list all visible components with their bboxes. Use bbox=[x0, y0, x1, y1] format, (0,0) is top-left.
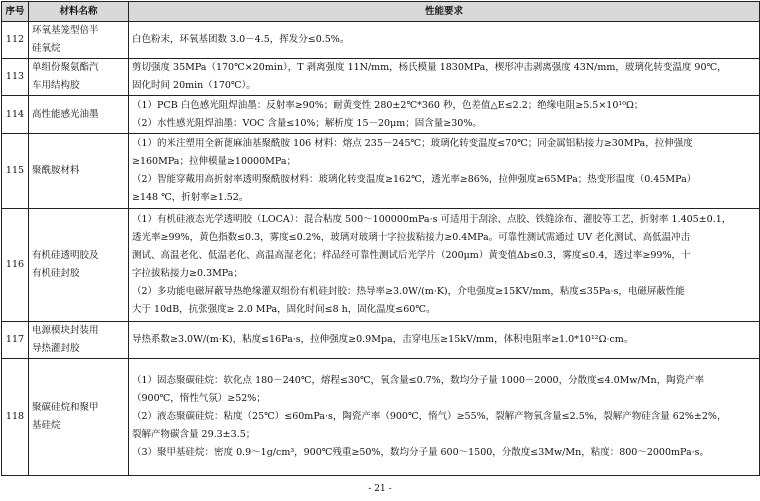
requirement-line: 固化时间 20min（170℃）。 bbox=[132, 80, 256, 91]
material-name bbox=[29, 209, 129, 322]
material-name-line: 有机硅封胶 bbox=[32, 268, 80, 279]
material-name-line: 聚碳硅烷和聚甲 bbox=[32, 402, 99, 413]
table-row bbox=[2, 209, 760, 322]
header-name: 材料名称 bbox=[29, 2, 129, 22]
row-number: 113 bbox=[2, 59, 29, 96]
material-name-line: 硅氧烷 bbox=[32, 43, 61, 54]
performance-requirements bbox=[129, 59, 760, 96]
row-number: 117 bbox=[2, 322, 29, 359]
material-name-line: 单组份聚氨酯汽 bbox=[32, 62, 99, 73]
material-name-line: 环氧基笼型倍半 bbox=[32, 25, 99, 36]
page-number: - 21 - bbox=[368, 484, 392, 494]
performance-requirements bbox=[129, 359, 760, 476]
requirement-line: （1）固态聚碳硅烷：软化点 180－240℃，熔程≤30℃，氧含量≤0.7%，数均分子量 1000－2000，分散度≤4.0Mw/Mn，陶瓷产率 bbox=[132, 375, 705, 386]
requirement-line: 透光率≥99%，黄色指数≤0.3，雾度≤0.2%，玻璃对玻璃十字拉拔粘接力≥0.4MPa。可靠性测试需通过 UV 老化测试、高低温冲击 bbox=[132, 232, 691, 243]
material-name-line: 导热灌封胶 bbox=[32, 343, 80, 354]
performance-requirements bbox=[129, 322, 760, 359]
requirement-line: （3）聚甲基硅烷：密度 0.9～1g/cm³，900℃残重≥50%，数均分子量 600～1500，分散度≤3Mw/Mn，粘度：800～2000mPa·s。 bbox=[132, 447, 710, 458]
performance-requirements bbox=[129, 22, 760, 59]
material-name bbox=[29, 134, 129, 209]
table-row bbox=[2, 59, 760, 96]
requirement-line: 剪切强度 35MPa（170℃×20min），T 剥离强度 11N/mm，杨氏模量 1830MPa，楔形冲击剥离强度 43N/mm，玻璃化转变温度 90℃， bbox=[132, 62, 727, 73]
requirement-line: （2）液态聚碳硅烷：粘度（25℃）≤60mPa·s，陶瓷产率（900℃，惰气）≥55%，裂解产物氧含量≤2.5%，裂解产物硅含量 62%±2%， bbox=[132, 411, 727, 422]
table-row bbox=[2, 359, 760, 476]
requirement-line: 裂解产物碳含量 29.3±3.5； bbox=[132, 429, 256, 440]
performance-requirements bbox=[129, 96, 760, 134]
table-body bbox=[2, 22, 760, 476]
table-row bbox=[2, 322, 760, 359]
material-name-line: 车用结构胶 bbox=[32, 80, 80, 91]
row-number: 116 bbox=[2, 209, 29, 322]
header-num: 序号 bbox=[2, 2, 29, 22]
row-number: 112 bbox=[2, 22, 29, 59]
row-number: 114 bbox=[2, 96, 29, 134]
requirement-line: 字拉拔粘接力≥0.3MPa； bbox=[132, 268, 243, 279]
material-name-line: 聚酰胺材料 bbox=[32, 165, 80, 176]
requirement-line: （1）PCB 白色感光阻焊油墨：反射率≥90%；耐黄变性 280±2℃*360 秒，色差值△E≤2.2；绝缘电阻≥5.5×10¹⁰Ω； bbox=[132, 99, 644, 111]
performance-requirements bbox=[129, 134, 760, 209]
material-name bbox=[29, 22, 129, 59]
requirement-line: 白色粉末，环氧基团数 3.0－4.5，挥发分≤0.5%。 bbox=[132, 34, 350, 45]
requirement-line: 测试、高温老化、低温老化、高温高湿老化；样品经可靠性测试后光学片（200μm）黄变值Δb≤0.3，雾度≤0.4，透过率≥99%，十 bbox=[132, 250, 691, 261]
requirement-line: （1）的米注塑用全新蓖麻油基聚酰胺 106 材料：熔点 235－245℃；玻璃化转变温度≤70℃；同金属铝粘接力≥30MPa，拉伸强度 bbox=[132, 138, 693, 149]
table-header-row bbox=[2, 2, 760, 22]
table-row bbox=[2, 96, 760, 134]
table-row bbox=[2, 134, 760, 209]
row-number: 118 bbox=[2, 359, 29, 476]
header-req: 性能要求 bbox=[129, 2, 760, 22]
material-name-line: 高性能感光油墨 bbox=[32, 108, 99, 120]
requirement-line: （2）水性感光阻焊油墨：VOC 含量≤10%；解析度 15－20μm；固含量≥30%。 bbox=[132, 117, 482, 129]
material-name bbox=[29, 322, 129, 359]
material-name bbox=[29, 359, 129, 476]
material-name bbox=[29, 96, 129, 134]
requirement-line: （2）智能穿戴用高折射率透明聚酰胺材料：玻璃化转变温度≥162℃，透光率≥86%，拉伸强度≥65MPa；热变形温度（0.45MPa） bbox=[132, 174, 697, 185]
requirement-line: ≥160MPa；拉伸模量≥10000MPa； bbox=[132, 156, 296, 167]
material-name-line: 电源模块封装用 bbox=[32, 325, 99, 336]
requirement-line: （1）有机硅液态光学透明胶（LOCA）：混合粘度 500～100000mPa·s 可适用于刮涂、点胶、铁缝涂布、灌胶等工艺，折射率 1.405±0.1， bbox=[132, 214, 732, 225]
requirement-line: 导热系数≥3.0W/(m·K)，粘度≤16Pa·s，拉伸强度≥0.9Mpa，击穿电压≥15kV/mm，体积电阻率≥1.0*10¹²Ω·cm。 bbox=[132, 334, 634, 345]
material-name bbox=[29, 59, 129, 96]
row-number: 115 bbox=[2, 134, 29, 209]
spec-table bbox=[1, 1, 760, 476]
performance-requirements bbox=[129, 209, 760, 322]
requirement-line: ≥148 ℃，折射率≥1.52。 bbox=[132, 192, 249, 203]
table-row bbox=[2, 22, 760, 59]
requirement-line: 大于 10dB，抗张强度≥ 2.0 MPa，固化时间≤8 h，固化温度≤60℃。 bbox=[132, 304, 436, 315]
material-name-line: 有机硅透明胶及 bbox=[32, 250, 99, 261]
material-name-line: 基硅烷 bbox=[32, 420, 61, 431]
requirement-line: （2）多功能电磁屏蔽导热绝缘灌双组份有机硅封胶：热导率≥3.0W/(m·K)，介电强度≥15KV/mm，粘度≤35Pa·s，电磁屏蔽性能 bbox=[132, 286, 685, 297]
requirement-line: （900℃，惰性气氛）≥52%； bbox=[132, 393, 266, 404]
